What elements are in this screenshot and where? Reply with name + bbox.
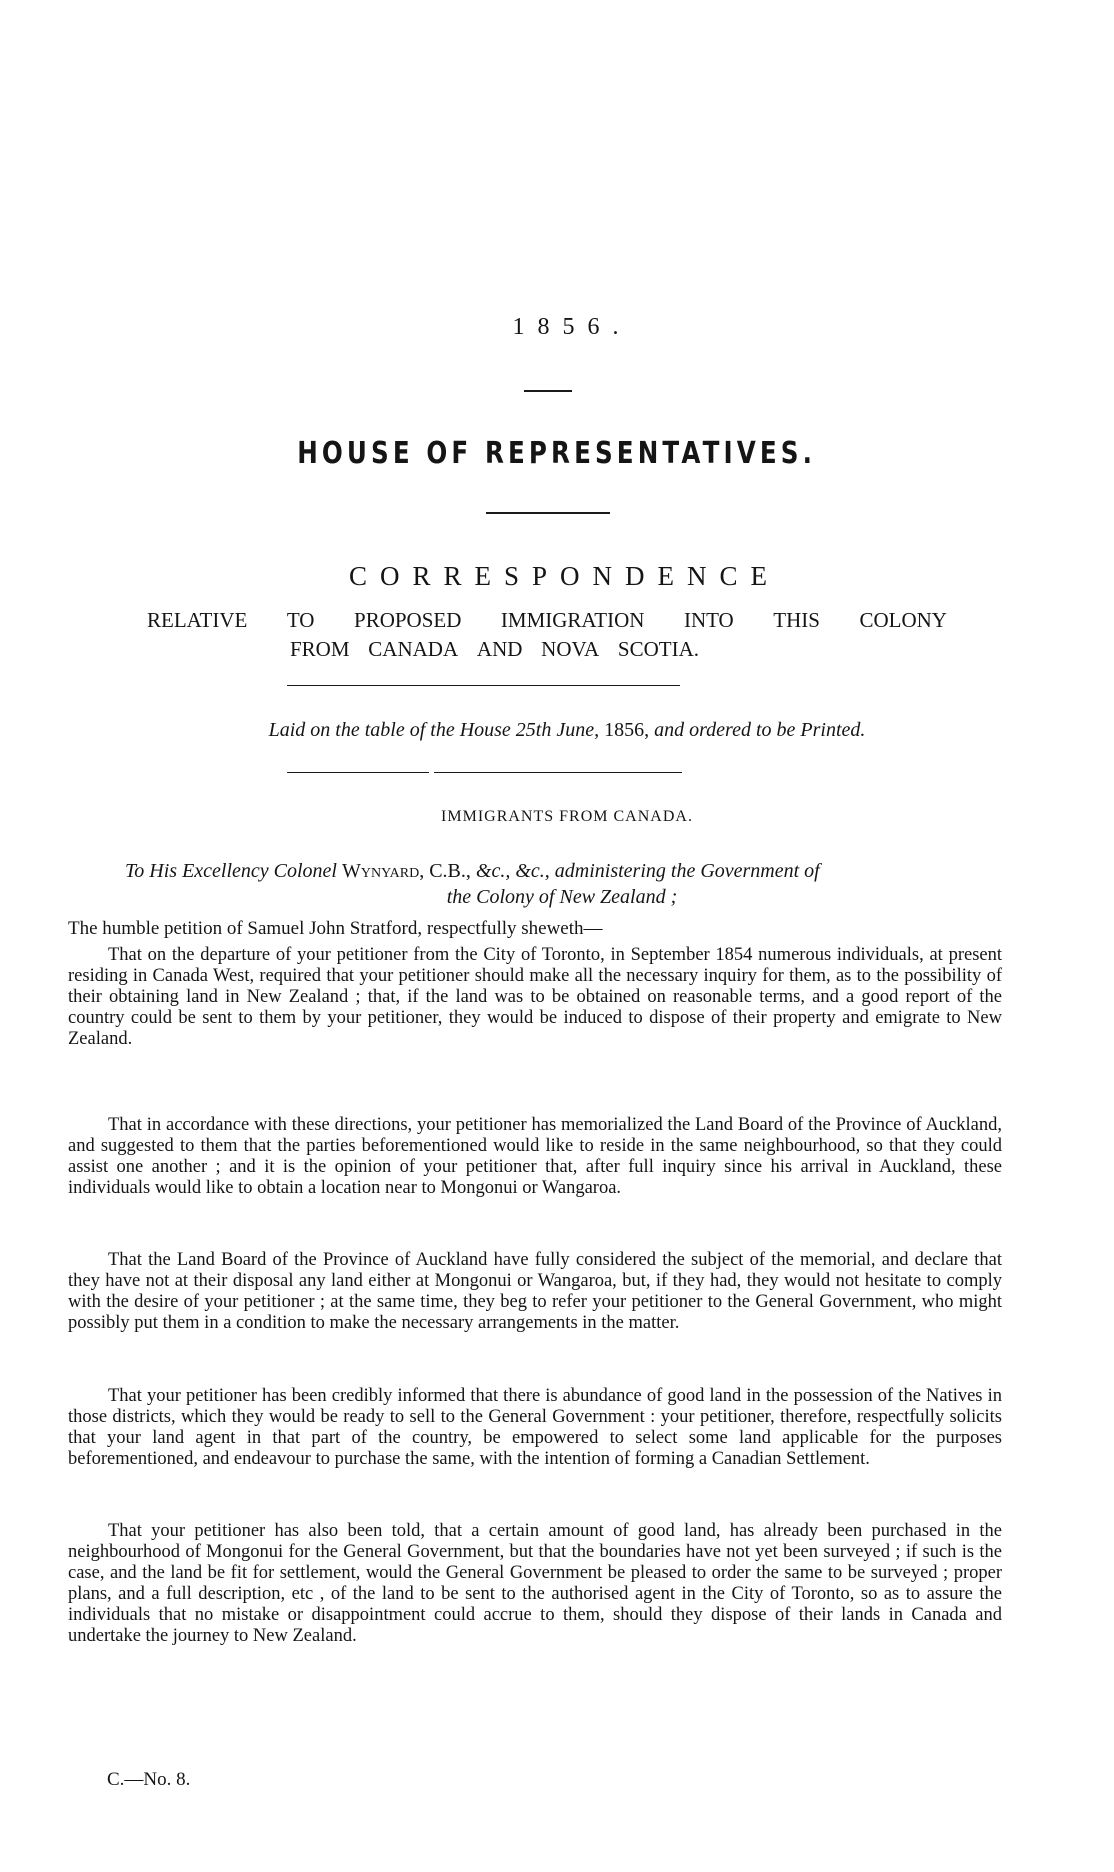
laid-text-pre: Laid on the table of the House 25th June, xyxy=(268,719,600,741)
petition-paragraph-4: That your petitioner has been credibly informed that there is abundance of good land in the possession of the Natives in those districts, which they would be ready to sell to the General Government : your petitioner, therefore, respectfully solicits that your land agent in that part of the country, be empowered to select some land applicable for the purposes beforementioned, and endeavour to purchase the same, with the intention of forming a Canadian Settlement. xyxy=(68,1386,1002,1469)
petition-paragraph-5: That your petitioner has also been told, that a certain amount of good land, has already been purchased in the neighbourhood of Mongonui for the General Government, but that the boundaries have not yet been surveyed ; if such is the case, and the land be fit for settlement, would the General Government be pleased to order the same to be surveyed ; proper plans, and a full description, etc , of the land to be sent to the authorised agent in the City of Toronto, so as to assure the individuals that no mistake or disappointment could accrue to them, should they dispose of their lands in Canada and undertake the journey to New Zealand. xyxy=(68,1521,1002,1646)
subtitle-word: AND xyxy=(476,637,523,661)
subtitle-line-2 xyxy=(290,637,699,662)
house-title: HOUSE OF REPRESENTATIVES. xyxy=(297,436,817,471)
document-number: C.—No. 8. xyxy=(107,1769,191,1790)
subtitle-word: INTO xyxy=(683,608,734,632)
subtitle-word: NOVA xyxy=(541,637,600,661)
subtitle-line-1 xyxy=(147,608,947,633)
address-etc: &c., &c., xyxy=(475,860,550,882)
petition-intro: The humble petition of Samuel John Stratford, respectfully sheweth— xyxy=(68,918,603,939)
petition-paragraph-2: That in accordance with these directions, your petitioner has memorialized the Land Board of the Province of Auckland, and suggested to them that the parties beforementioned would like to reside in the same neighbourhood, so that they could assist one another ; and it is the opinion of your petitioner that, after full inquiry since his arrival in Auckland, these individuals would like to obtain a location near to Mongonui or Wangaroa. xyxy=(68,1115,1002,1198)
subtitle-word: FROM xyxy=(290,637,350,661)
petition-paragraph-1: That on the departure of your petitioner from the City of Toronto, in September 1854 numerous individuals, at present residing in Canada West, required that your petitioner should make all the necessary inquiry for them, as to the possibility of their obtaining land in New Zealand ; that, if the land was to be obtained on reasonable terms, and a good report of the country could be sent to them by your petitioner, they would be induced to dispose of their property and emigrate to New Zealand. xyxy=(68,945,1002,1049)
double-rule-left xyxy=(287,772,429,773)
subtitle-word: RELATIVE xyxy=(147,608,248,632)
laid-text-post: and ordered to be Printed. xyxy=(654,719,866,741)
subtitle-word: IMMIGRATION xyxy=(500,608,645,632)
address-line-1 xyxy=(125,860,965,883)
address-post: administering the Government of xyxy=(554,860,820,882)
address-line-2: the Colony of New Zealand ; xyxy=(446,886,678,908)
subtitle-word: THIS xyxy=(773,608,820,632)
subtitle-word: SCOTIA. xyxy=(617,637,699,661)
correspondence-heading: CORRESPONDENCE xyxy=(348,561,781,591)
address-name: Wynyard, xyxy=(342,860,425,882)
subtitle-word: CANADA xyxy=(368,637,459,661)
subtitle-rule xyxy=(287,685,680,686)
address-pre: To His Excellency Colonel xyxy=(125,860,337,882)
title-rule xyxy=(486,512,610,514)
subtitle-word: PROPOSED xyxy=(354,608,462,632)
document-year: 1856. xyxy=(512,314,632,340)
laid-year: 1856, xyxy=(604,719,650,741)
laid-on-table-line xyxy=(0,719,1114,742)
subtitle-word: TO xyxy=(286,608,315,632)
section-heading: IMMIGRANTS FROM CANADA. xyxy=(441,808,693,825)
address-cb: C.B., xyxy=(429,860,471,882)
subtitle-word: COLONY xyxy=(859,608,947,632)
short-rule xyxy=(524,390,572,392)
petition-paragraph-3: That the Land Board of the Province of Auckland have fully considered the subject of the memorial, and declare that they have not at their disposal any land either at Mongonui or Wangaroa, but, if they had, they would not hesitate to comply with the desire of your petitioner ; at the same time, they beg to refer your petitioner to the General Government, who might possibly put them in a condition to make the necessary arrangements in the matter. xyxy=(68,1250,1002,1333)
double-rule-right xyxy=(434,772,682,773)
